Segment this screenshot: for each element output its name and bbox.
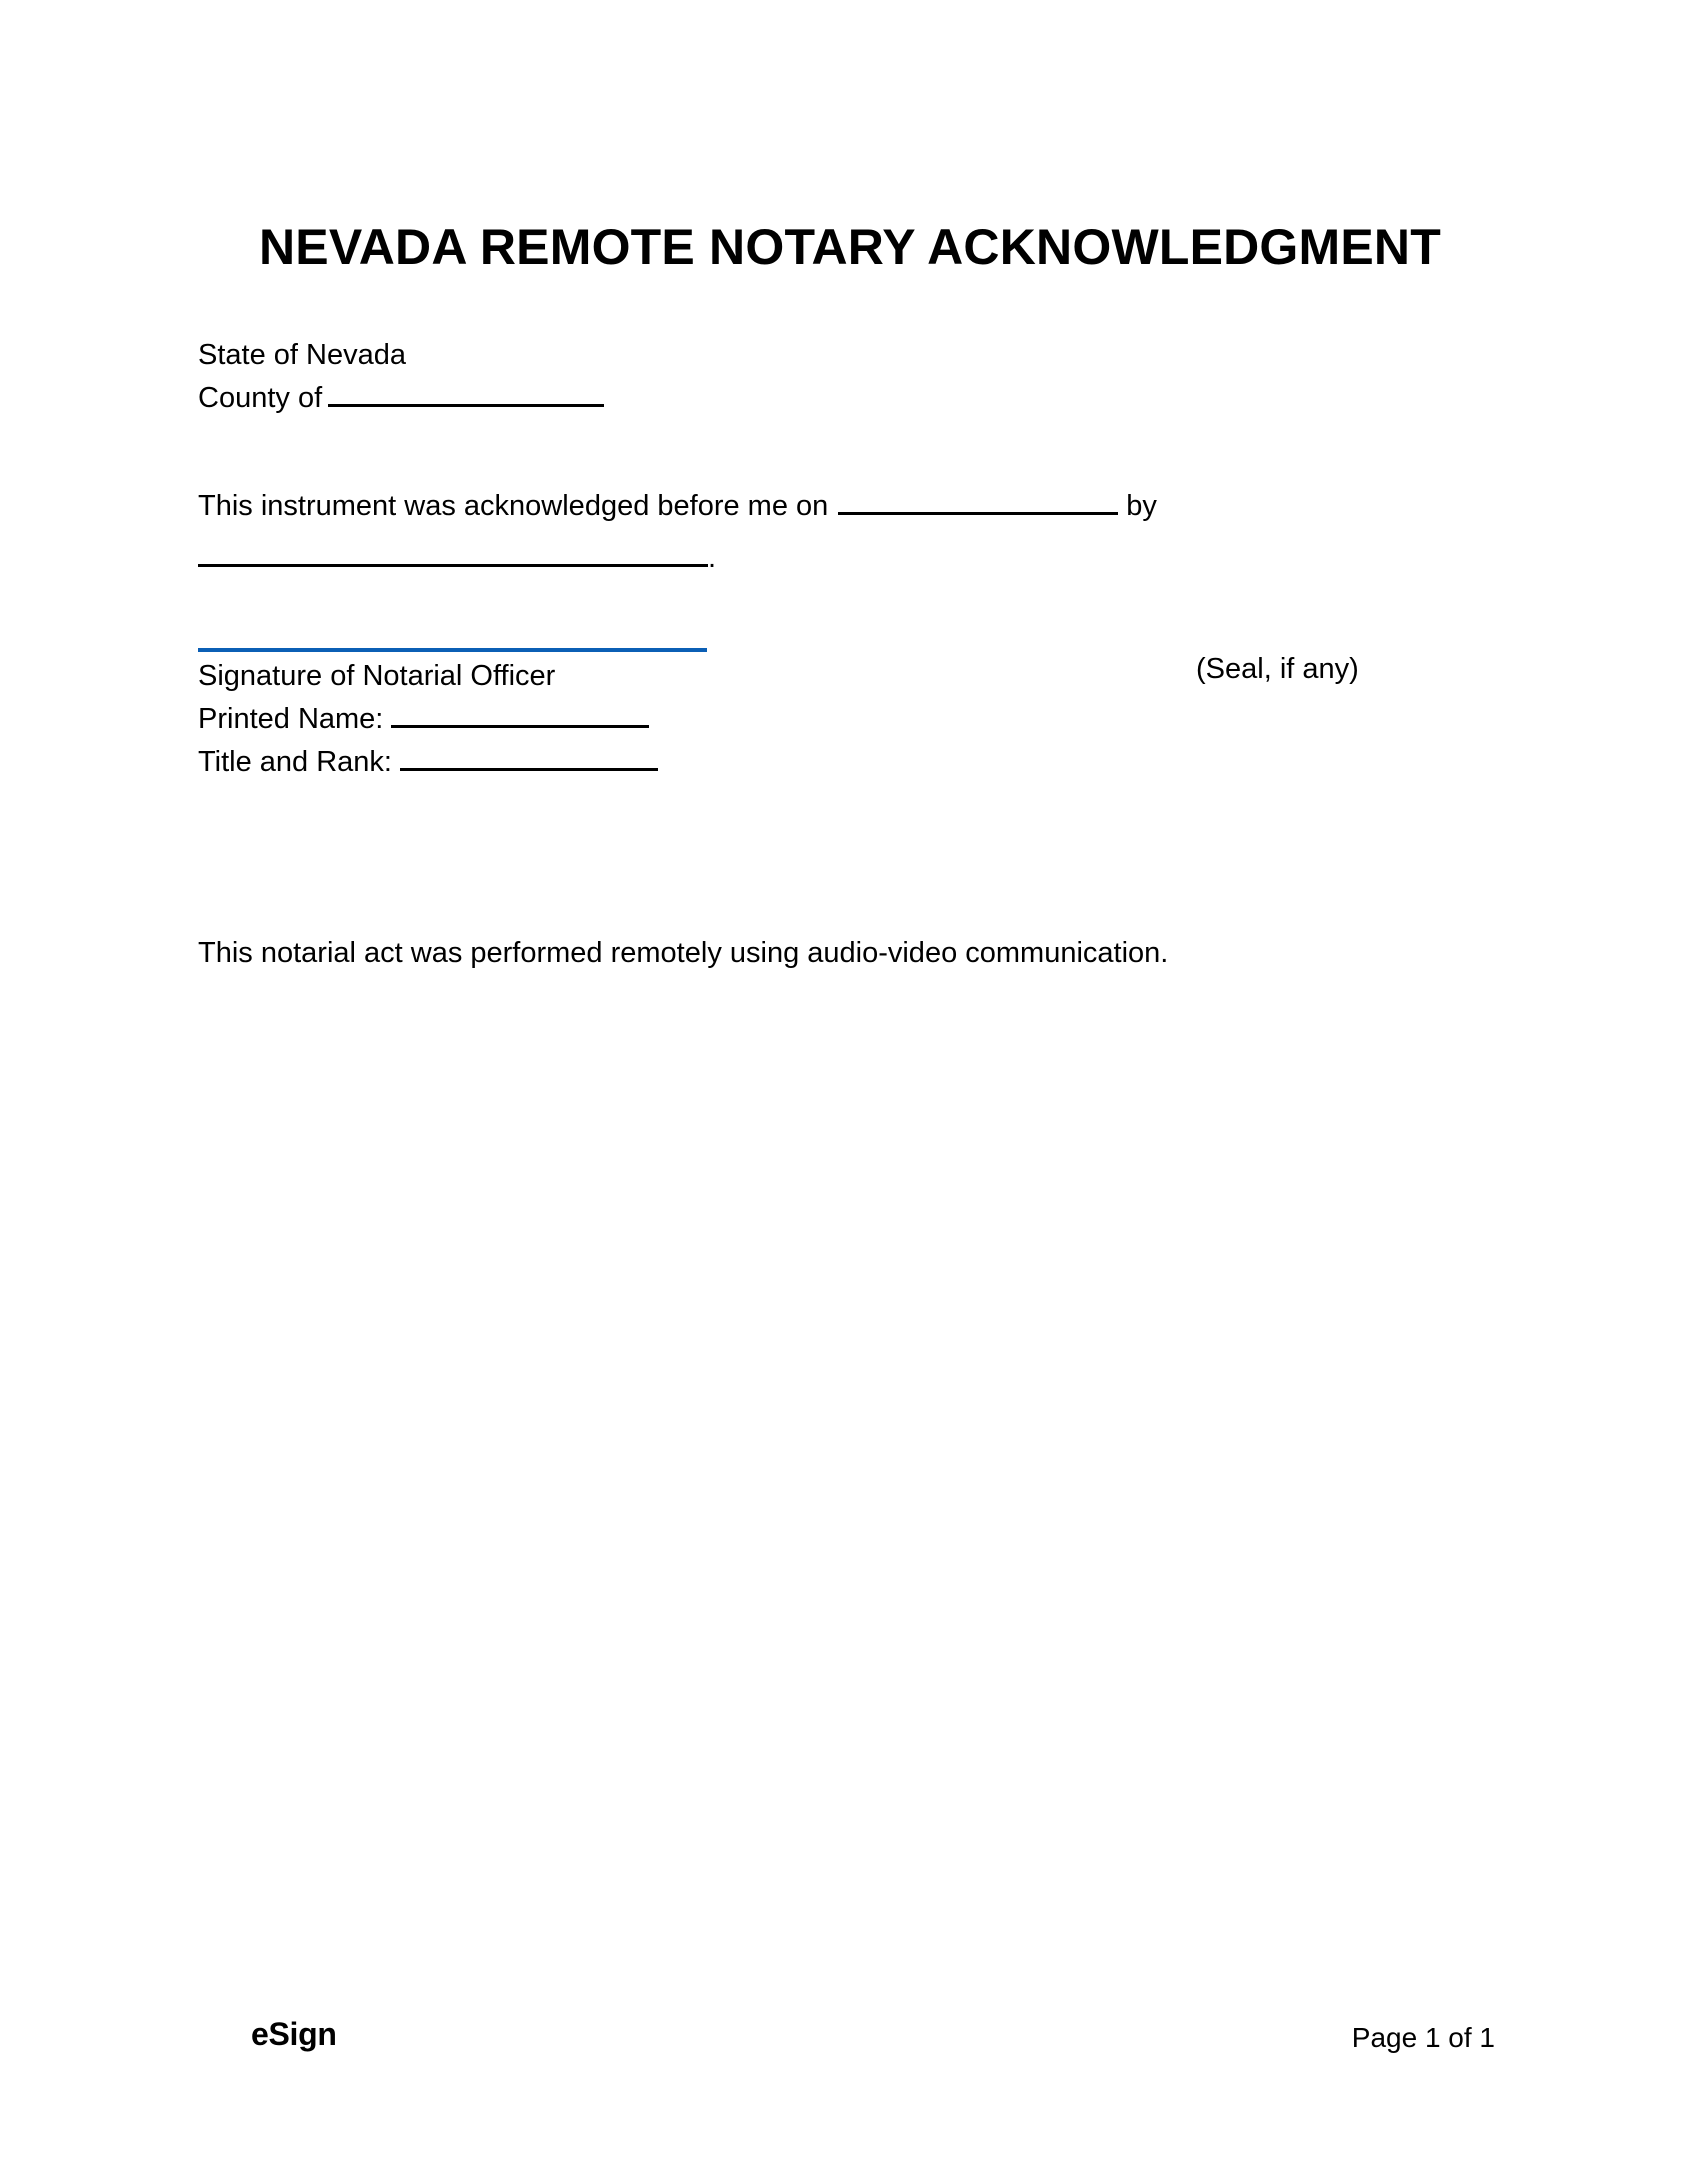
printed-name-line xyxy=(198,698,918,741)
title-rank-blank[interactable] xyxy=(400,745,658,771)
county-input-blank[interactable] xyxy=(328,381,604,407)
acknowledgment-line-1 xyxy=(198,485,1428,528)
acknowledgment-block xyxy=(198,485,1428,580)
county-line xyxy=(198,377,606,420)
title-rank-label: Title and Rank: xyxy=(198,746,392,778)
page-title: NEVADA REMOTE NOTARY ACKNOWLEDGMENT xyxy=(259,218,1441,275)
acknowledgment-lead-text: This instrument was acknowledged before me on xyxy=(198,490,829,522)
page-indicator: Page 1 of 1 xyxy=(1351,2022,1495,2053)
printed-name-label: Printed Name: xyxy=(198,703,384,735)
signature-label: Signature of Notarial Officer xyxy=(198,660,556,692)
state-text: State of Nevada xyxy=(198,339,406,371)
signature-block xyxy=(198,648,918,784)
printed-name-blank[interactable] xyxy=(391,702,649,728)
esign-logo: eSign xyxy=(251,2016,337,2052)
state-line xyxy=(198,334,606,377)
acknowledgment-connector: by xyxy=(1126,490,1157,522)
acknowledgment-date-blank[interactable] xyxy=(838,489,1118,515)
remote-notarization-statement: This notarial act was performed remotely using audio-video communication. xyxy=(198,937,1169,969)
acknowledgment-line-2 xyxy=(198,537,1428,580)
county-label: County of xyxy=(198,382,323,414)
signature-field-line[interactable] xyxy=(198,648,707,652)
seal-note: (Seal, if any) xyxy=(1196,653,1359,685)
acknowledgment-person-blank[interactable] xyxy=(198,541,708,567)
venue-block xyxy=(198,334,606,420)
acknowledgment-period: . xyxy=(708,542,717,574)
title-rank-line xyxy=(198,741,918,784)
